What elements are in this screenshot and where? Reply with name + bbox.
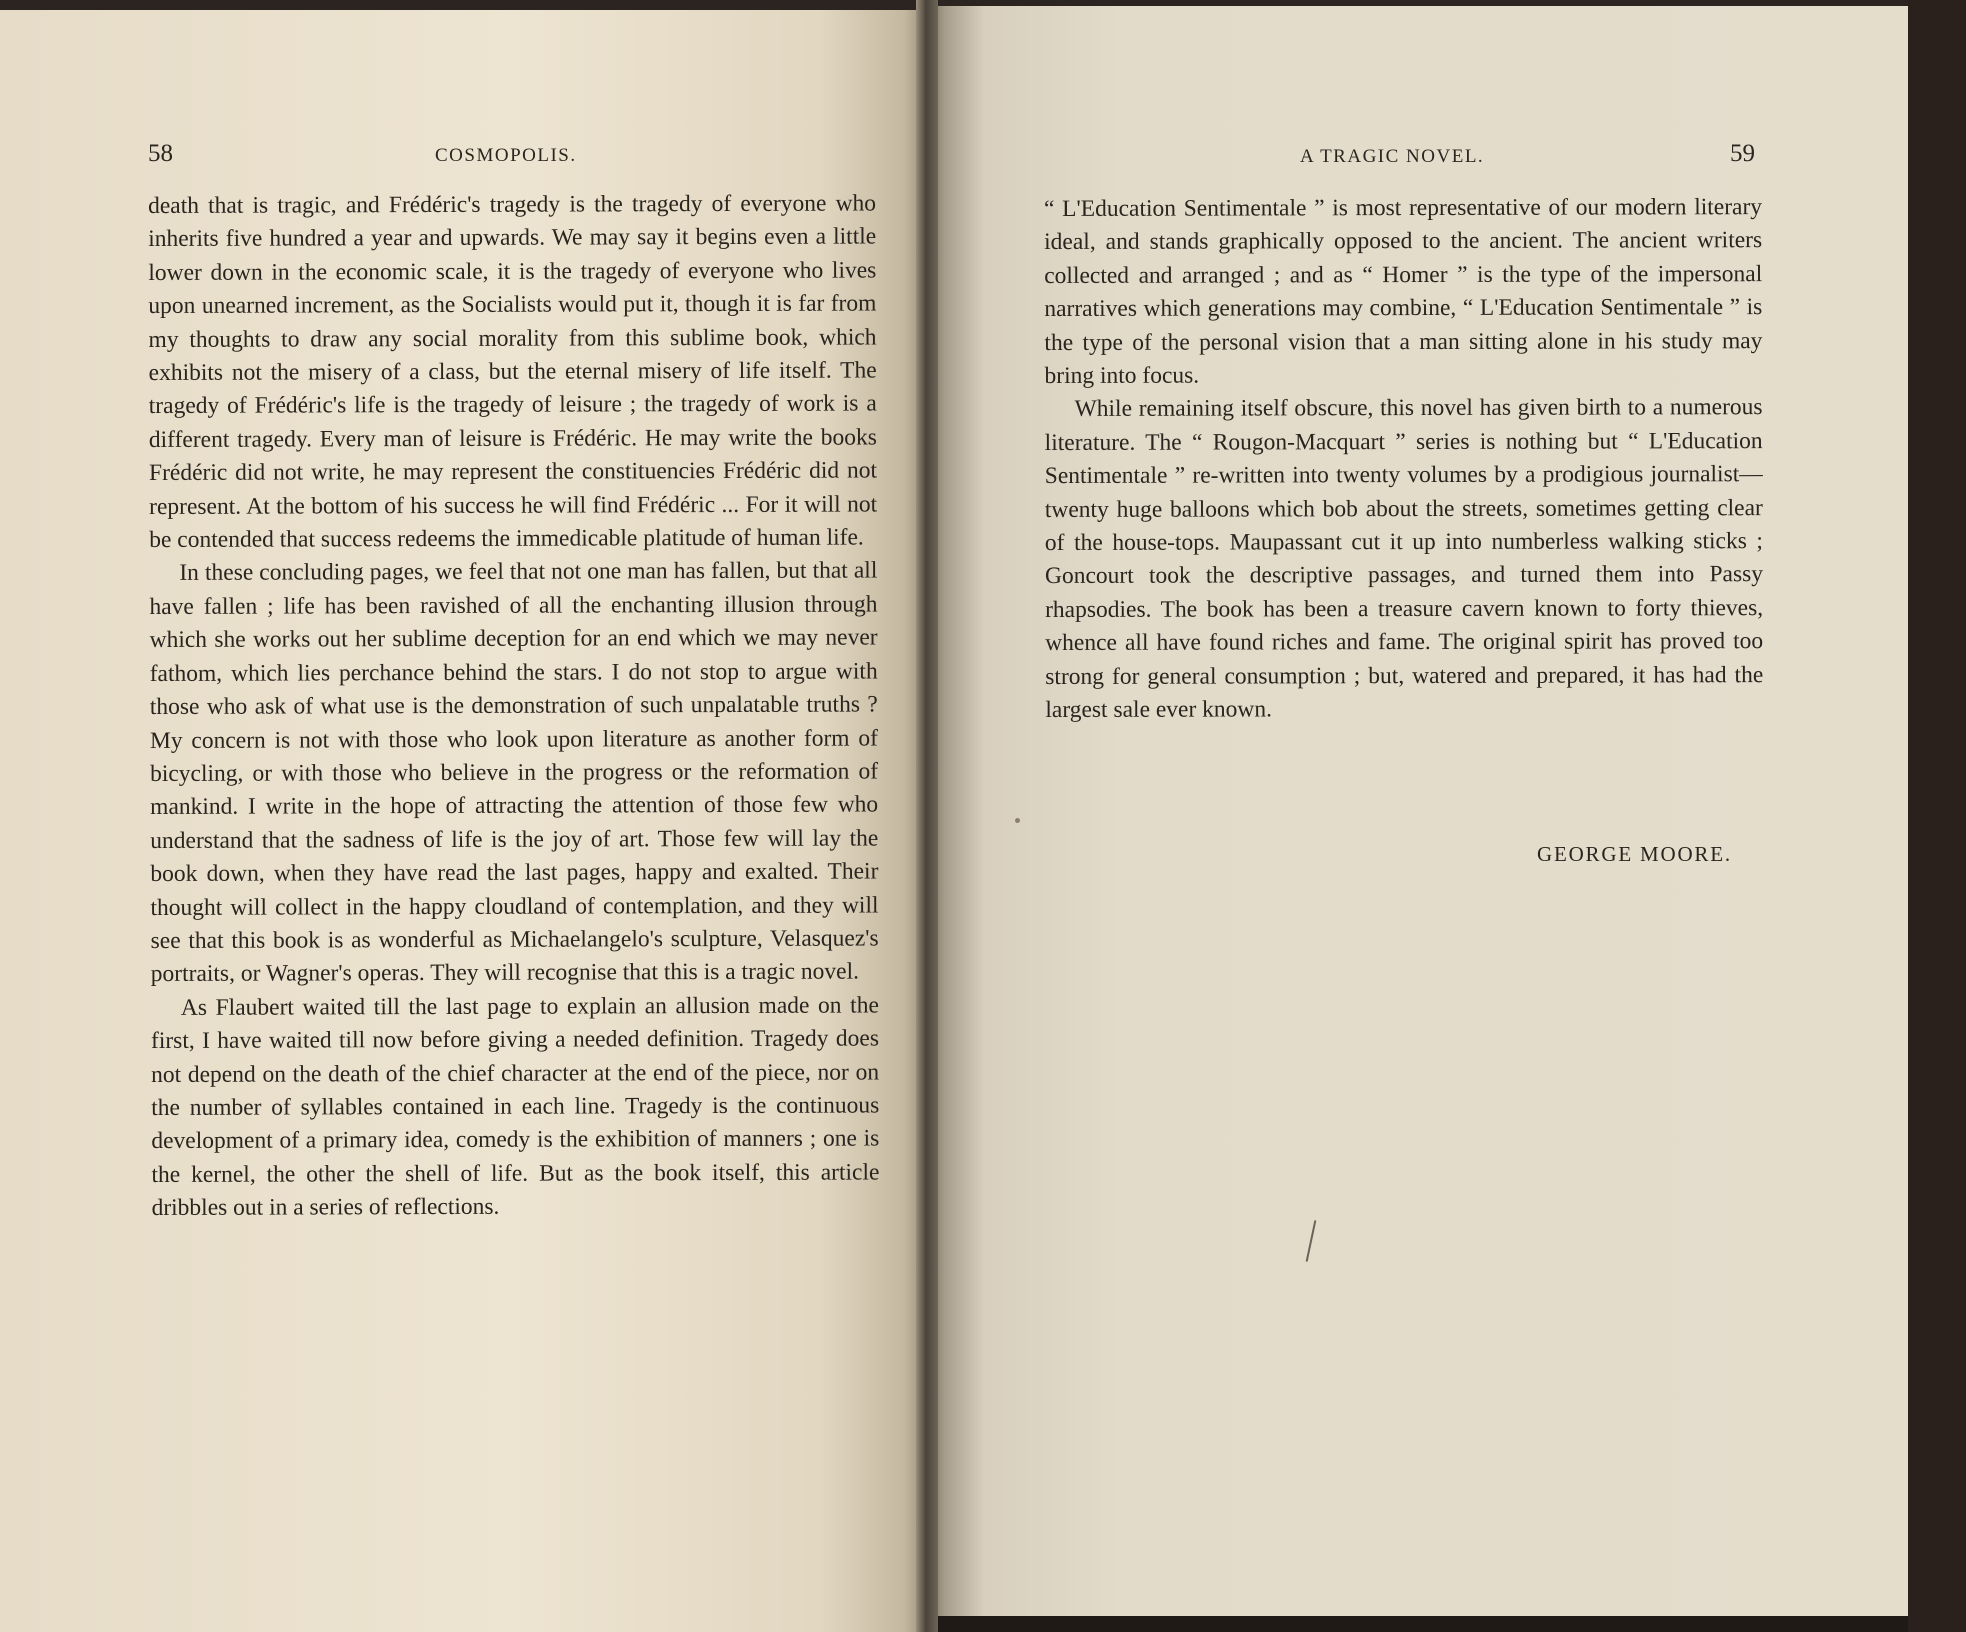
right-running-head: A TRAGIC NOVEL. [1300,146,1485,167]
author-signature: GEORGE MOORE. [1537,842,1732,866]
right-text-column [1044,191,1763,727]
paragraph: In these concluding pages, we feel that not one man has fallen, but that all have fallen ; life has been ravished of all the enchanting illusion through which she works out her sublime deception for an end which we may never fathom, which lies perchance behind the stars. I do not stop to argue with those who ask of what use is the demonstration of such unpalatable truths ? My concern is not with those who look upon literature as another form of bicycling, or with those who believe in the progress or the reformation of mankind. I write in the hope of attracting the attention of those few who understand that the sadness of life is the joy of art. Those few will lay the book down, when they have read the last pages, happy and exalted. Their thought will collect in the happy cloudland of contemplation, and they will see that this book is as wonderful as Michaelangelo's sculpture, Velasquez's portraits, or Wagner's operas. They will recognise that this is a tragic novel. [149,557,879,988]
book-cover-edge-right [1908,0,1966,1632]
paper-blemish [1015,818,1020,823]
left-running-head: COSMOPOLIS. [435,145,577,166]
paragraph: “ L'Education Sentimentale ” is most representative of our modern literary ideal, and stands graphically opposed to the ancient. The ancient writers collected and arranged ; and as “ Homer ” is the type of the impersonal narratives which generations may combine, “ L'Education Sentimentale ” is the type of the personal vision that a man sitting alone in his study may bring into focus. [1044,194,1763,390]
paragraph: As Flaubert waited till the last page to explain an allusion made on the first, I have waited till now before giving a needed definition. Tragedy does not depend on the death of the chief character at the end of the piece, nor on the number of syllables contained in each line. Tragedy is the continuous development of a primary idea, comedy is the exhibition of manners ; one is the kernel, the other the shell of life. But as the book itself, this article dribbles out in a series of reflections. [150,992,880,1222]
right-page-number: 59 [1730,140,1755,167]
left-text-column [148,187,880,1225]
left-page-number: 58 [148,140,173,167]
paragraph: While remaining itself obscure, this novel has given birth to a numerous literature. The “ Rougon-Macquart ” series is nothing but “ L'Education Sentimentale ” re-written into twenty volumes by a prodigious journalist—twenty huge balloons which bob about the streets, sometimes getting clear of the house-tops. Maupassant cut it up into numberless walking sticks ; Goncourt took the descriptive passages, and turned them into Passy rhapsodies. The book has been a treasure cavern known to forty thieves, whence all have found riches and fame. The original spirit has proved too strong for general consumption ; but, watered and prepared, it has had the largest sale ever known. [1044,394,1764,724]
book-gutter [916,0,938,1632]
paragraph: death that is tragic, and Frédéric's tragedy is the tragedy of everyone who inherits five hundred a year and upwards. We may say it begins even a little lower down in the economic scale, it is the tragedy of everyone who lives upon unearned increment, as the Socialists would put it, though it is far from my thoughts to draw any social morality from this sublime book, which exhibits not the misery of a class, but the eternal misery of life itself. The tragedy of Frédéric's life is the tragedy of leisure ; the tragedy of work is a different tragedy. Every man of leisure is Frédéric. He may write the books Frédéric did not write, he may represent the constituencies Frédéric did not represent. At the bottom of his success he will find Frédéric ... For it will not be contended that success redeems the immedicable platitude of human life. [148,190,878,554]
